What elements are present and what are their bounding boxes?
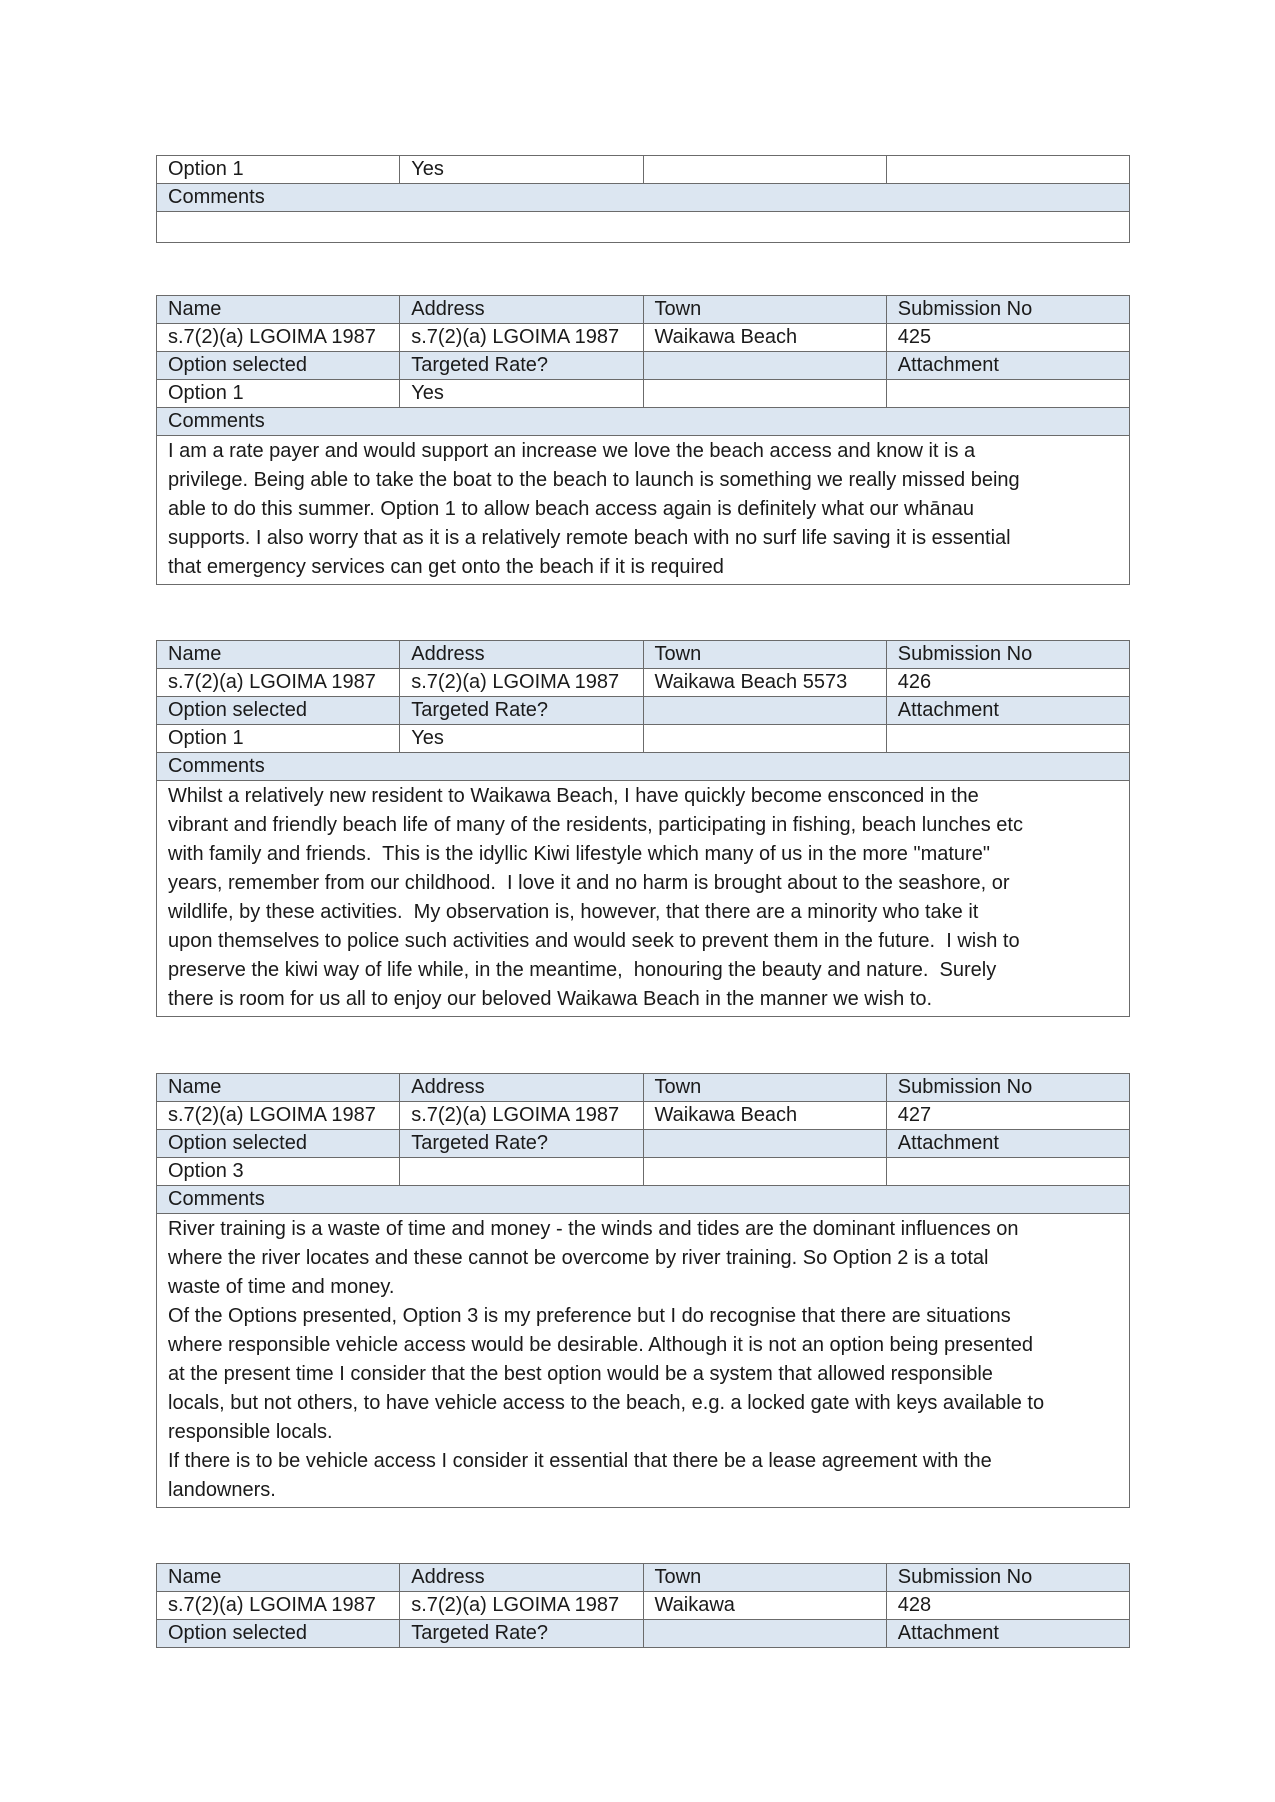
attachment-label: Attachment xyxy=(886,1620,1129,1648)
targeted-rate-label: Targeted Rate? xyxy=(400,352,643,380)
option-value: Option 3 xyxy=(157,1158,400,1186)
address-value: s.7(2)(a) LGOIMA 1987 xyxy=(400,1102,643,1130)
comment-text: Whilst a relatively new resident to Waikawa Beach, I have quickly become ensconced in the vibrant and friendly beach life of many of the residents, participating in fishing, beach lunches etc with family and friends. This is the idyllic Kiwi lifestyle which many of us in the more "mature" years, remember from our childhood. I love it and no harm is brought about to the seashore, or wildlife, by these activities. My observation is, however, that there are a minority who take it upon themselves to police such activities and would seek to prevent them in the future. I wish to preserve the kiwi way of life while, in the meantime, honouring the beauty and nature. Surely there is room for us all to enjoy our beloved Waikawa Beach in the manner we wish to. xyxy=(157,781,1130,1017)
submission-partial-table xyxy=(156,155,1130,243)
option-header-row xyxy=(157,1130,1130,1158)
targeted-rate-value: Yes xyxy=(400,725,643,753)
option-header-row xyxy=(157,697,1130,725)
submission-no-value: 426 xyxy=(886,669,1129,697)
address-label: Address xyxy=(400,1564,643,1592)
option-value: Option 1 xyxy=(157,725,400,753)
name-value: s.7(2)(a) LGOIMA 1987 xyxy=(157,669,400,697)
attachment-value xyxy=(886,725,1129,753)
town-value: Waikawa Beach xyxy=(643,1102,886,1130)
comment-text: I am a rate payer and would support an increase we love the beach access and know it is a privilege. Being able to take the boat to the beach to launch is something we really missed being able to do this summer. Option 1 to allow beach access again is definitely what our whānau supports. I also worry that as it is a relatively remote beach with no surf life saving it is essential that emergency services can get onto the beach if it is required xyxy=(157,436,1130,585)
comments-label: Comments xyxy=(157,1186,1130,1214)
empty-cell xyxy=(643,352,886,380)
option-row xyxy=(157,1158,1130,1186)
option-selected-label: Option selected xyxy=(157,352,400,380)
option-row xyxy=(157,725,1130,753)
targeted-rate-value: Yes xyxy=(400,380,643,408)
name-value: s.7(2)(a) LGOIMA 1987 xyxy=(157,1592,400,1620)
address-value: s.7(2)(a) LGOIMA 1987 xyxy=(400,669,643,697)
submission-no-value: 425 xyxy=(886,324,1129,352)
empty-cell xyxy=(643,156,886,184)
targeted-rate-label: Targeted Rate? xyxy=(400,697,643,725)
empty-cell xyxy=(643,1158,886,1186)
header-row xyxy=(157,1074,1130,1102)
submission-no-label: Submission No xyxy=(886,296,1129,324)
submission-no-label: Submission No xyxy=(886,1564,1129,1592)
option-value: Option 1 xyxy=(157,380,400,408)
name-label: Name xyxy=(157,1564,400,1592)
submission-table-425 xyxy=(156,295,1130,585)
empty-cell xyxy=(643,725,886,753)
comments-header-row xyxy=(157,1186,1130,1214)
option-value: Option 1 xyxy=(157,156,400,184)
town-label: Town xyxy=(643,1564,886,1592)
town-label: Town xyxy=(643,1074,886,1102)
comment-text xyxy=(157,212,1130,243)
empty-cell xyxy=(886,156,1129,184)
name-label: Name xyxy=(157,1074,400,1102)
details-row xyxy=(157,324,1130,352)
header-row xyxy=(157,1564,1130,1592)
option-header-row xyxy=(157,352,1130,380)
comments-header-row xyxy=(157,753,1130,781)
town-label: Town xyxy=(643,296,886,324)
targeted-rate-label: Targeted Rate? xyxy=(400,1130,643,1158)
town-value: Waikawa Beach 5573 xyxy=(643,669,886,697)
attachment-value xyxy=(886,380,1129,408)
submission-no-value: 428 xyxy=(886,1592,1129,1620)
comments-label: Comments xyxy=(157,408,1130,436)
address-value: s.7(2)(a) LGOIMA 1987 xyxy=(400,1592,643,1620)
comment-text: River training is a waste of time and money - the winds and tides are the dominant influences on where the river locates and these cannot be overcome by river training. So Option 2 is a total waste of time and money. Of the Options presented, Option 3 is my preference but I do recognise that there are situations where responsible vehicle access would be desirable. Although it is not an option being presented at the present time I consider that the best option would be a system that allowed responsible locals, but not others, to have vehicle access to the beach, e.g. a locked gate with keys available to responsible locals. If there is to be vehicle access I consider it essential that there be a lease agreement with the landowners. xyxy=(157,1214,1130,1508)
comment-row xyxy=(157,1214,1130,1508)
comment-row xyxy=(157,436,1130,585)
name-value: s.7(2)(a) LGOIMA 1987 xyxy=(157,1102,400,1130)
comment-row xyxy=(157,212,1130,243)
submission-no-label: Submission No xyxy=(886,1074,1129,1102)
town-value: Waikawa xyxy=(643,1592,886,1620)
option-selected-label: Option selected xyxy=(157,697,400,725)
attachment-label: Attachment xyxy=(886,1130,1129,1158)
empty-cell xyxy=(643,1130,886,1158)
comments-header-row xyxy=(157,408,1130,436)
option-selected-label: Option selected xyxy=(157,1130,400,1158)
address-label: Address xyxy=(400,641,643,669)
header-row xyxy=(157,641,1130,669)
details-row xyxy=(157,669,1130,697)
submission-no-label: Submission No xyxy=(886,641,1129,669)
address-label: Address xyxy=(400,296,643,324)
comments-label: Comments xyxy=(157,184,1130,212)
option-selected-label: Option selected xyxy=(157,1620,400,1648)
name-label: Name xyxy=(157,641,400,669)
town-label: Town xyxy=(643,641,886,669)
attachment-label: Attachment xyxy=(886,697,1129,725)
submission-table-428 xyxy=(156,1563,1130,1648)
comments-header-row xyxy=(157,184,1130,212)
address-value: s.7(2)(a) LGOIMA 1987 xyxy=(400,324,643,352)
option-row xyxy=(157,156,1130,184)
empty-cell xyxy=(643,1620,886,1648)
name-value: s.7(2)(a) LGOIMA 1987 xyxy=(157,324,400,352)
town-value: Waikawa Beach xyxy=(643,324,886,352)
name-label: Name xyxy=(157,296,400,324)
empty-cell xyxy=(643,697,886,725)
option-header-row xyxy=(157,1620,1130,1648)
targeted-rate-value: Yes xyxy=(400,156,643,184)
attachment-label: Attachment xyxy=(886,352,1129,380)
targeted-rate-label: Targeted Rate? xyxy=(400,1620,643,1648)
comments-label: Comments xyxy=(157,753,1130,781)
details-row xyxy=(157,1102,1130,1130)
comment-row xyxy=(157,781,1130,1017)
targeted-rate-value xyxy=(400,1158,643,1186)
empty-cell xyxy=(643,380,886,408)
submission-no-value: 427 xyxy=(886,1102,1129,1130)
option-row xyxy=(157,380,1130,408)
address-label: Address xyxy=(400,1074,643,1102)
submission-table-426 xyxy=(156,640,1130,1017)
submission-table-427 xyxy=(156,1073,1130,1508)
header-row xyxy=(157,296,1130,324)
attachment-value xyxy=(886,1158,1129,1186)
details-row xyxy=(157,1592,1130,1620)
